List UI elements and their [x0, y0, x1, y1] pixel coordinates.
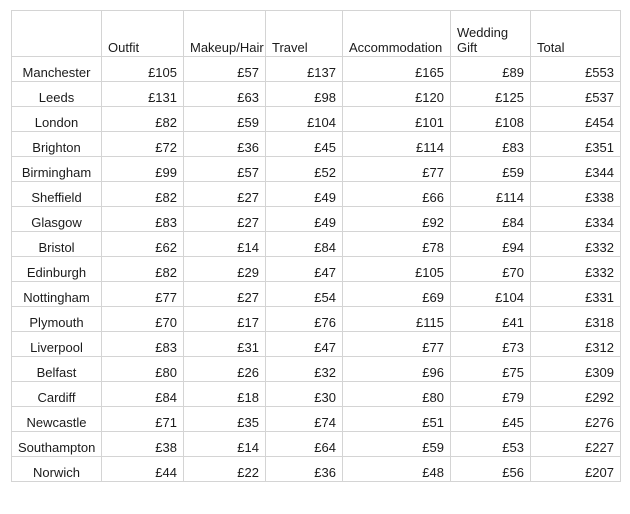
- table-row: [12, 182, 621, 207]
- cell-makeup: £29: [184, 257, 266, 282]
- cell-gift: £53: [451, 432, 531, 457]
- column-header-travel: Travel: [266, 11, 343, 57]
- cell-outfit: £83: [102, 207, 184, 232]
- row-header-city: Cardiff: [12, 382, 102, 407]
- row-header-city: Newcastle: [12, 407, 102, 432]
- cell-gift: £89: [451, 57, 531, 82]
- row-header-city: Birmingham: [12, 157, 102, 182]
- cell-gift: £84: [451, 207, 531, 232]
- column-header-wedding-gift: Wedding Gift: [451, 11, 531, 57]
- row-header-city: Plymouth: [12, 307, 102, 332]
- cell-gift: £114: [451, 182, 531, 207]
- cell-outfit: £71: [102, 407, 184, 432]
- cell-total: £207: [531, 457, 621, 482]
- cell-total: £454: [531, 107, 621, 132]
- cell-makeup: £27: [184, 282, 266, 307]
- cell-accommodation: £114: [343, 132, 451, 157]
- cell-gift: £41: [451, 307, 531, 332]
- row-header-city: Belfast: [12, 357, 102, 382]
- cell-gift: £56: [451, 457, 531, 482]
- cell-makeup: £31: [184, 332, 266, 357]
- wedding-cost-table: [11, 10, 621, 482]
- row-header-city: Nottingham: [12, 282, 102, 307]
- cell-outfit: £83: [102, 332, 184, 357]
- cell-makeup: £17: [184, 307, 266, 332]
- cell-gift: £70: [451, 257, 531, 282]
- cell-makeup: £63: [184, 82, 266, 107]
- cell-accommodation: £77: [343, 332, 451, 357]
- cell-accommodation: £80: [343, 382, 451, 407]
- row-header-city: Liverpool: [12, 332, 102, 357]
- cell-travel: £74: [266, 407, 343, 432]
- cell-makeup: £36: [184, 132, 266, 157]
- cell-total: £338: [531, 182, 621, 207]
- table-row: [12, 132, 621, 157]
- cell-accommodation: £69: [343, 282, 451, 307]
- cell-outfit: £44: [102, 457, 184, 482]
- cell-travel: £84: [266, 232, 343, 257]
- cell-makeup: £27: [184, 207, 266, 232]
- column-header-accommodation: Accommodation: [343, 11, 451, 57]
- cell-outfit: £82: [102, 257, 184, 282]
- cost-table-container: [11, 10, 620, 482]
- cell-makeup: £27: [184, 182, 266, 207]
- cell-travel: £45: [266, 132, 343, 157]
- cell-makeup: £57: [184, 157, 266, 182]
- cell-total: £276: [531, 407, 621, 432]
- cell-travel: £98: [266, 82, 343, 107]
- cell-total: £292: [531, 382, 621, 407]
- cell-makeup: £14: [184, 232, 266, 257]
- cell-accommodation: £59: [343, 432, 451, 457]
- column-header-makeup-hair: Makeup/Hair: [184, 11, 266, 57]
- cell-accommodation: £96: [343, 357, 451, 382]
- cell-outfit: £62: [102, 232, 184, 257]
- cell-gift: £125: [451, 82, 531, 107]
- cell-outfit: £105: [102, 57, 184, 82]
- table-row: [12, 257, 621, 282]
- table-row: [12, 307, 621, 332]
- cell-accommodation: £66: [343, 182, 451, 207]
- cell-total: £332: [531, 257, 621, 282]
- cell-accommodation: £77: [343, 157, 451, 182]
- row-header-city: Manchester: [12, 57, 102, 82]
- cell-makeup: £14: [184, 432, 266, 457]
- cell-travel: £137: [266, 57, 343, 82]
- cell-travel: £36: [266, 457, 343, 482]
- cell-travel: £47: [266, 257, 343, 282]
- cell-makeup: £22: [184, 457, 266, 482]
- cell-makeup: £26: [184, 357, 266, 382]
- cell-outfit: £131: [102, 82, 184, 107]
- table-body: [12, 57, 621, 482]
- cell-total: £344: [531, 157, 621, 182]
- table-row: [12, 357, 621, 382]
- row-header-city: Bristol: [12, 232, 102, 257]
- cell-outfit: £77: [102, 282, 184, 307]
- row-header-city: London: [12, 107, 102, 132]
- cell-travel: £32: [266, 357, 343, 382]
- cell-gift: £94: [451, 232, 531, 257]
- cell-outfit: £80: [102, 357, 184, 382]
- table-row: [12, 232, 621, 257]
- cell-makeup: £18: [184, 382, 266, 407]
- cell-outfit: £82: [102, 107, 184, 132]
- cell-gift: £83: [451, 132, 531, 157]
- row-header-city: Norwich: [12, 457, 102, 482]
- column-header-city: [12, 11, 102, 57]
- cell-outfit: £99: [102, 157, 184, 182]
- cell-travel: £30: [266, 382, 343, 407]
- cell-travel: £76: [266, 307, 343, 332]
- table-header: [12, 11, 621, 57]
- column-header-outfit: Outfit: [102, 11, 184, 57]
- table-row: [12, 457, 621, 482]
- cell-outfit: £70: [102, 307, 184, 332]
- cell-makeup: £59: [184, 107, 266, 132]
- table-row: [12, 407, 621, 432]
- cell-gift: £75: [451, 357, 531, 382]
- cell-gift: £73: [451, 332, 531, 357]
- cell-travel: £49: [266, 207, 343, 232]
- cell-travel: £52: [266, 157, 343, 182]
- table-row: [12, 282, 621, 307]
- cell-gift: £59: [451, 157, 531, 182]
- cell-accommodation: £78: [343, 232, 451, 257]
- cell-gift: £79: [451, 382, 531, 407]
- cell-travel: £54: [266, 282, 343, 307]
- cell-makeup: £57: [184, 57, 266, 82]
- table-row: [12, 207, 621, 232]
- cell-accommodation: £48: [343, 457, 451, 482]
- cell-total: £351: [531, 132, 621, 157]
- cell-travel: £104: [266, 107, 343, 132]
- cell-accommodation: £165: [343, 57, 451, 82]
- cell-total: £318: [531, 307, 621, 332]
- table-row: [12, 157, 621, 182]
- row-header-city: Sheffield: [12, 182, 102, 207]
- cell-makeup: £35: [184, 407, 266, 432]
- cell-accommodation: £105: [343, 257, 451, 282]
- table-row: [12, 382, 621, 407]
- cell-total: £309: [531, 357, 621, 382]
- cell-outfit: £84: [102, 382, 184, 407]
- cell-travel: £49: [266, 182, 343, 207]
- cell-accommodation: £51: [343, 407, 451, 432]
- cell-total: £332: [531, 232, 621, 257]
- cell-travel: £64: [266, 432, 343, 457]
- header-row: [12, 11, 621, 57]
- row-header-city: Edinburgh: [12, 257, 102, 282]
- cell-total: £227: [531, 432, 621, 457]
- cell-total: £537: [531, 82, 621, 107]
- cell-outfit: £82: [102, 182, 184, 207]
- table-row: [12, 432, 621, 457]
- row-header-city: Brighton: [12, 132, 102, 157]
- cell-outfit: £72: [102, 132, 184, 157]
- cell-gift: £45: [451, 407, 531, 432]
- table-row: [12, 82, 621, 107]
- cell-gift: £104: [451, 282, 531, 307]
- cell-total: £334: [531, 207, 621, 232]
- cell-gift: £108: [451, 107, 531, 132]
- table-row: [12, 332, 621, 357]
- cell-total: £312: [531, 332, 621, 357]
- table-row: [12, 57, 621, 82]
- cell-outfit: £38: [102, 432, 184, 457]
- cell-total: £553: [531, 57, 621, 82]
- row-header-city: Glasgow: [12, 207, 102, 232]
- column-header-total: Total: [531, 11, 621, 57]
- table-row: [12, 107, 621, 132]
- cell-accommodation: £115: [343, 307, 451, 332]
- row-header-city: Southampton: [12, 432, 102, 457]
- cell-total: £331: [531, 282, 621, 307]
- cell-accommodation: £120: [343, 82, 451, 107]
- cell-accommodation: £92: [343, 207, 451, 232]
- row-header-city: Leeds: [12, 82, 102, 107]
- cell-travel: £47: [266, 332, 343, 357]
- cell-accommodation: £101: [343, 107, 451, 132]
